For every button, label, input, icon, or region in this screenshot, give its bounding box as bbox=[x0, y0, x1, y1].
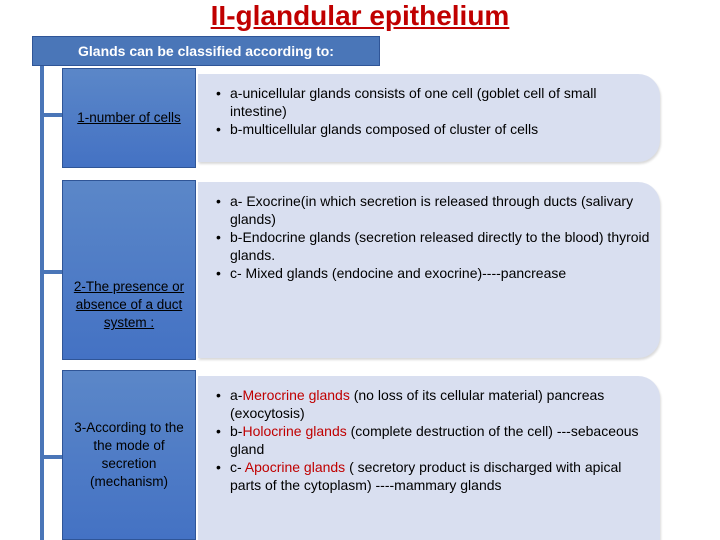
connector-vertical-line bbox=[40, 66, 44, 540]
highlight-term: Apocrine glands bbox=[244, 459, 346, 475]
category-label: 3-According to the the mode of secretion (mechanism) bbox=[74, 420, 184, 489]
category-label: 2-The presence or absence of a duct system : bbox=[73, 279, 185, 330]
bullet-item: • a- Exocrine(in which secretion is released through ducts (salivary glands) bbox=[230, 192, 650, 228]
category-label: 1-number of cells bbox=[77, 110, 181, 125]
category-mode-of-secretion bbox=[62, 370, 196, 540]
connector-row-1 bbox=[40, 113, 64, 117]
connector-row-3 bbox=[40, 455, 64, 459]
bullet-item: • c- Apocrine glands ( secretory product is discharged with apical parts of the cytoplasm) ----mammary glands bbox=[230, 458, 650, 494]
highlight-term: Holocrine glands bbox=[242, 423, 347, 439]
bullet-item: • a-unicellular glands consists of one cell (goblet cell of small intestine) bbox=[230, 84, 650, 120]
category-number-of-cells bbox=[62, 68, 196, 168]
highlight-term: Merocrine glands bbox=[242, 387, 350, 403]
description-number-of-cells bbox=[198, 74, 660, 162]
description-mode-of-secretion bbox=[198, 376, 660, 540]
description-duct-system bbox=[198, 182, 660, 358]
bullet-item: • c- Mixed glands (endocine and exocrine)----pancrease bbox=[230, 264, 650, 282]
bullet-item: • b-Holocrine glands (complete destruction of the cell) ---sebaceous gland bbox=[230, 422, 650, 458]
connector-row-2 bbox=[40, 270, 64, 274]
classification-header-label: Glands can be classified according to: bbox=[78, 43, 334, 59]
bullet-item: • b-multicellular glands composed of cluster of cells bbox=[230, 120, 650, 138]
slide-title: II-glandular epithelium bbox=[210, 0, 510, 31]
bullet-item: • a-Merocrine glands (no loss of its cellular material) pancreas (exocytosis) bbox=[230, 386, 650, 422]
category-duct-system bbox=[62, 180, 196, 360]
classification-header bbox=[32, 36, 380, 66]
bullet-item: • b-Endocrine glands (secretion released directly to the blood) thyroid glands. bbox=[230, 228, 650, 264]
